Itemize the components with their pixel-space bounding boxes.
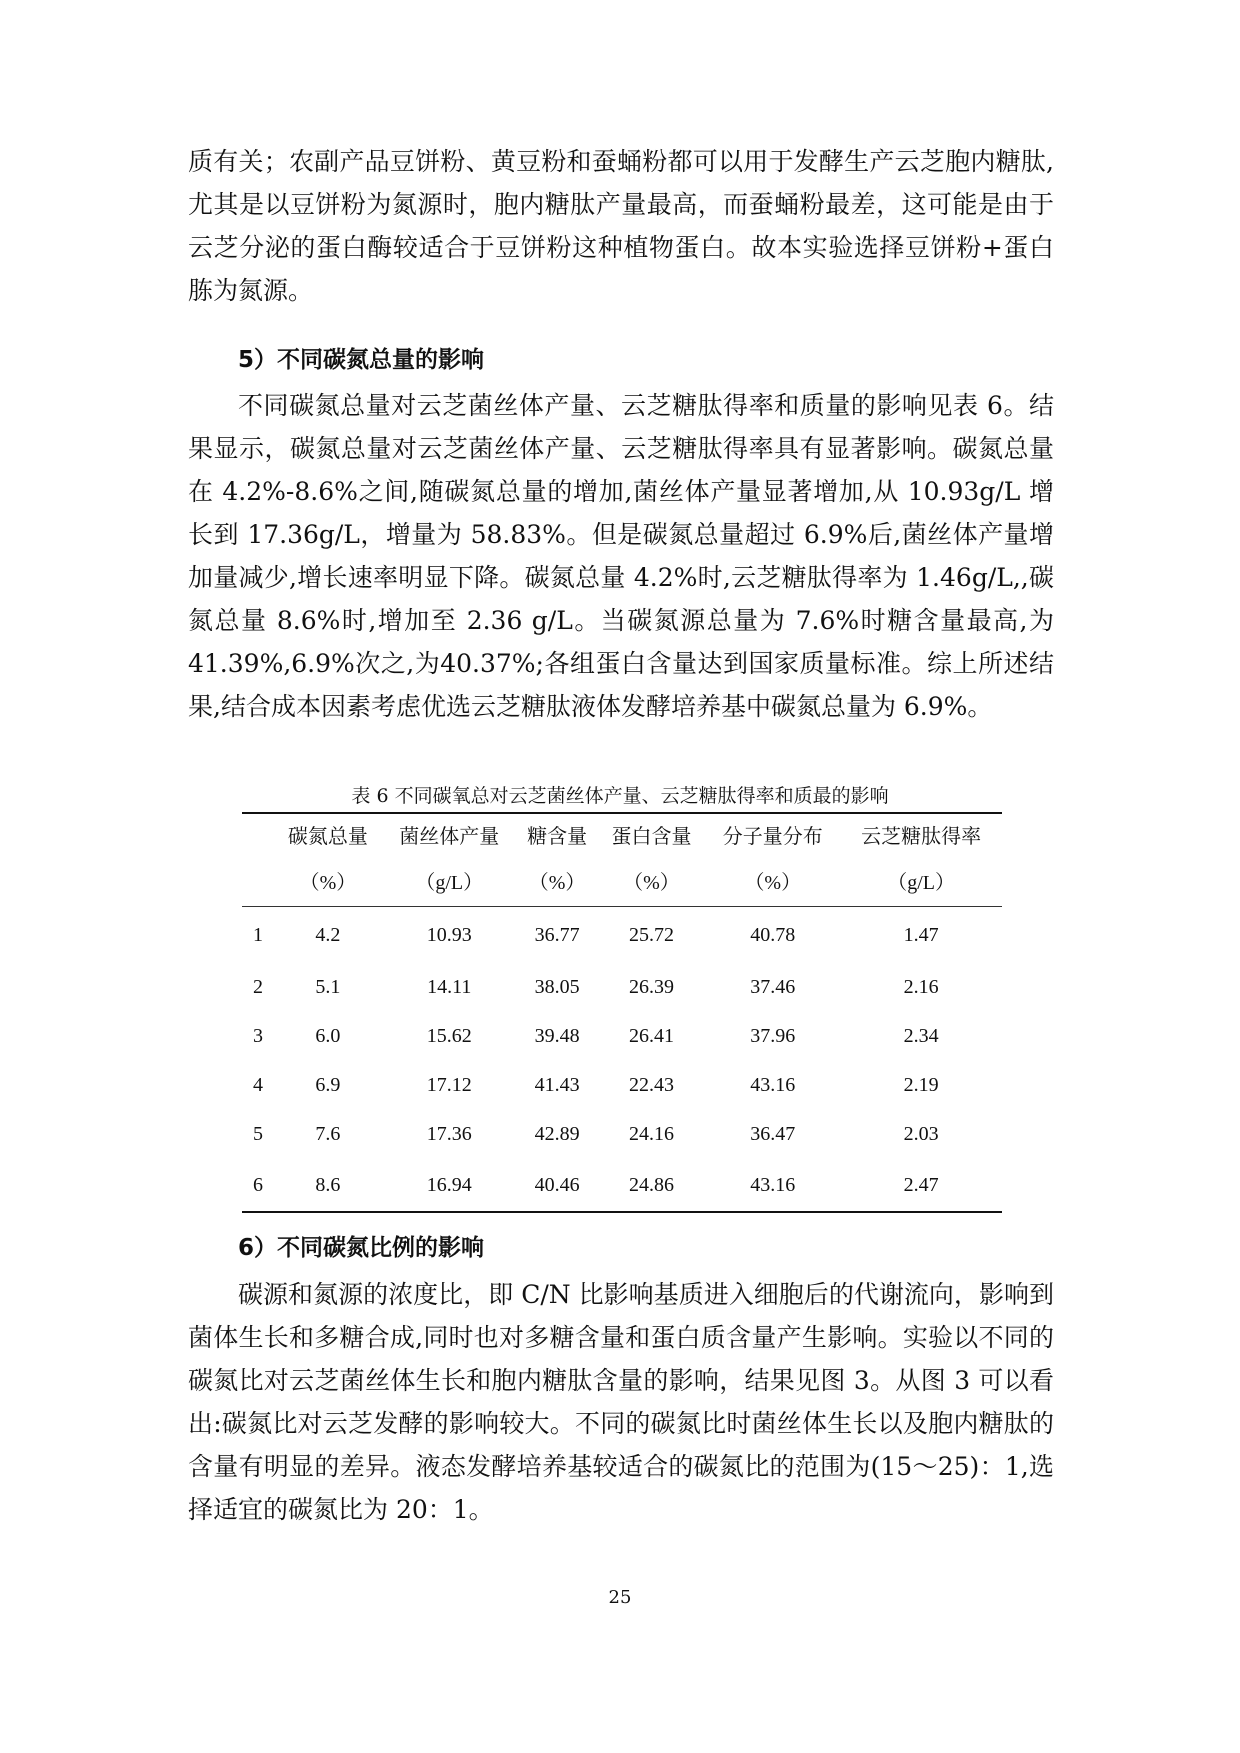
table-cell: 36.47	[750, 1123, 796, 1145]
table-row	[242, 963, 1002, 1012]
table-cell: 2.47	[840, 1159, 1002, 1212]
table-cell: 5	[253, 1123, 263, 1145]
table-row	[242, 1159, 1002, 1212]
table-caption: 表 6 不同碳氧总对云芝菌丝体产量、云芝糖肽得率和质最的影响	[351, 785, 889, 807]
table-cell: 10.93	[426, 923, 472, 946]
table-cell: 22.43	[628, 1074, 674, 1096]
table-row	[242, 1110, 1002, 1159]
table-cell: 41.43	[534, 1074, 580, 1096]
section-heading-carbon-nitrogen-ratio: 6）不同碳氮比例的影响	[238, 1235, 485, 1261]
table-cell: 26.41	[628, 1025, 674, 1047]
table-row	[242, 907, 1002, 964]
table-header-cell: 糖含量	[517, 813, 598, 854]
table-cell: 42.89	[534, 1123, 580, 1145]
table-header-cell: 云芝糖肽得率	[840, 813, 1002, 854]
table-cell: 40.46	[517, 1159, 598, 1212]
table-cell: 43.16	[750, 1074, 796, 1096]
table-cell: 2.03	[903, 1123, 939, 1145]
table-cell: 15.62	[426, 1025, 472, 1047]
results-table	[242, 812, 1002, 1213]
table-cell: 2	[253, 976, 263, 998]
table-cell: 1	[253, 923, 263, 946]
table-cell: 38.05	[534, 976, 580, 998]
table-cell: 24.86	[598, 1159, 706, 1212]
paragraph-carbon-nitrogen-ratio: 碳源和氮源的浓度比，即 C/N 比影响基质进入细胞后的代谢流向，影响到菌体生长和多糖合成,同时也对多糖含量和蛋白质含量产生影响。实验以不同的碳氮比对云芝菌丝体生长和胞内糖肽含量的影响，结果见图 3。从图 3 可以看出:碳氮比对云芝发酵的影响较大。不同的碳氮比时菌丝体生长以及胞内糖肽的含量有明显的差异。液态发酵培养基较适合的碳氮比的范围为(15～25)：1,选择适宜的碳氮比为 20：1。	[188, 1280, 1054, 1524]
table-header-cell: 菌丝体产量	[382, 813, 517, 854]
paragraph-nitrogen-source-conclusion: 质有关；农副产品豆饼粉、黄豆粉和蚕蛹粉都可以用于发酵生产云芝胞内糖肽,尤其是以豆饼粉为氮源时，胞内糖肽产量最高，而蚕蛹粉最差，这可能是由于云芝分泌的蛋白酶较适合于豆饼粉这种植物蛋白。故本实验选择豆饼粉+蛋白胨为氮源。	[188, 147, 1054, 305]
table-cell: 2.34	[903, 1025, 939, 1047]
table-unit-cell: （%）	[517, 854, 598, 907]
table-cell: 7.6	[315, 1123, 341, 1145]
table-cell: 8.6	[274, 1159, 382, 1212]
table-header-cell: 碳氮总量	[274, 813, 382, 854]
table-cell: 17.12	[426, 1074, 472, 1096]
table-row	[242, 1012, 1002, 1061]
table-cell: 3	[253, 1025, 263, 1047]
table-cell: 6.0	[315, 1025, 341, 1047]
table-cell: 37.96	[750, 1025, 796, 1047]
table-cell: 4.2	[315, 923, 341, 946]
table-unit-index	[242, 854, 274, 907]
paragraph-carbon-nitrogen-total: 不同碳氮总量对云芝菌丝体产量、云芝糖肽得率和质量的影响见表 6。结果显示，碳氮总量对云芝菌丝体产量、云芝糖肽得率具有显著影响。碳氮总量在 4.2%-8.6%之间,随碳氮总量的增加,菌丝体产量显著增加,从 10.93g/L 增长到 17.36g/L，增量为 58.83%。但是碳氮总量超过 6.9%后,菌丝体产量增加量减少,增长速率明显下降。碳氮总量 4.2%时,云芝糖肽得率为 1.46g/L,,碳氮总量 8.6%时,增加至 2.36 g/L。当碳氮源总量为 7.6%时糖含量最高,为 41.39%,6.9%次之,为40.37%;各组蛋白含量达到国家质量标准。综上所述结果,结合成本因素考虑优选云芝糖肽液体发酵培养基中碳氮总量为 6.9%。	[188, 391, 1054, 721]
table-cell: 40.78	[750, 923, 796, 946]
table-unit-cell: （g/L）	[840, 854, 1002, 907]
table-cell: 24.16	[628, 1123, 674, 1145]
table-header-row	[242, 813, 1002, 854]
table-unit-cell: （%）	[598, 854, 706, 907]
table-cell: 2.19	[903, 1074, 939, 1096]
table-cell: 17.36	[426, 1123, 472, 1145]
table-cell: 25.72	[628, 923, 674, 946]
section-heading-carbon-nitrogen-total: 5）不同碳氮总量的影响	[238, 347, 485, 373]
table-cell: 26.39	[628, 976, 674, 998]
table-cell: 39.48	[534, 1025, 580, 1047]
table-cell: 14.11	[427, 976, 472, 998]
table-cell: 4	[253, 1074, 263, 1096]
table-cell: 16.94	[382, 1159, 517, 1212]
table-unit-cell: （%）	[274, 854, 382, 907]
table-unit-cell: （%）	[705, 854, 840, 907]
table-unit-cell: （g/L）	[382, 854, 517, 907]
table-units-row	[242, 854, 1002, 907]
table-cell: 6	[242, 1159, 274, 1212]
table-cell: 37.46	[750, 976, 796, 998]
table-cell: 5.1	[315, 976, 341, 998]
table-header-index	[242, 813, 274, 854]
table-cell: 1.47	[903, 923, 939, 946]
table-row	[242, 1061, 1002, 1110]
table-header-cell: 分子量分布	[705, 813, 840, 854]
table-cell: 36.77	[534, 923, 580, 946]
table-cell: 43.16	[705, 1159, 840, 1212]
table-cell: 6.9	[315, 1074, 341, 1096]
table-header-cell: 蛋白含量	[598, 813, 706, 854]
table-cell: 2.16	[903, 976, 939, 998]
page-number: 25	[608, 1587, 632, 1608]
